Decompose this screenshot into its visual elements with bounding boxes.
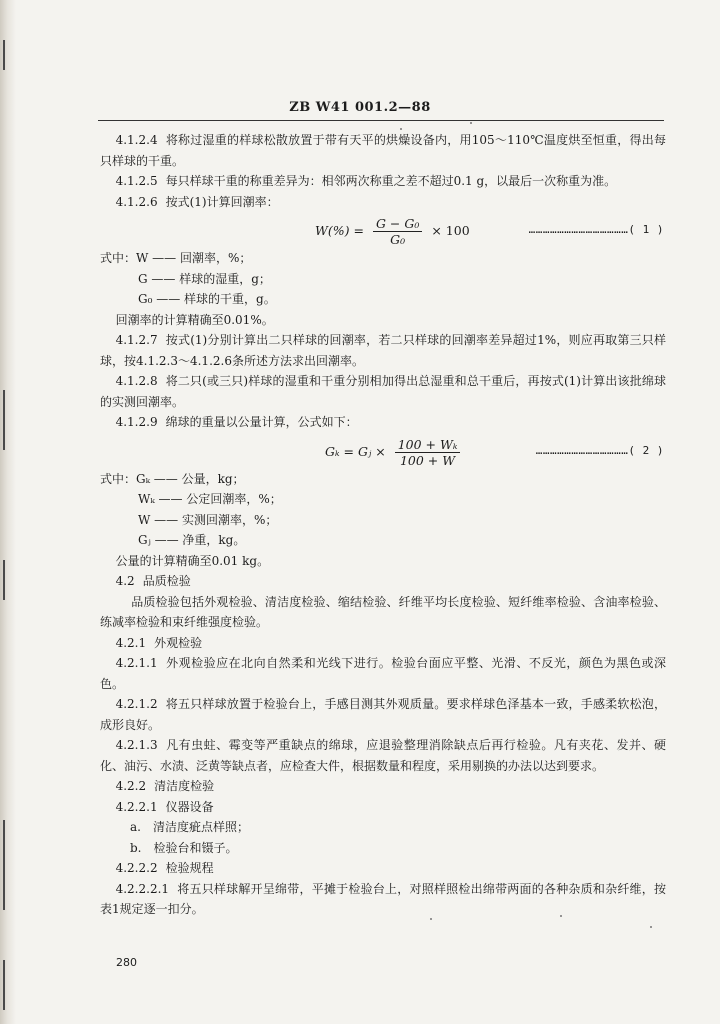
scan-speck xyxy=(430,918,432,920)
where-2-item: Gⱼ —— 净重，kg。 xyxy=(138,533,246,547)
paragraph-4-2-1-3: 4.2.1.3 凡有虫蛀、霉变等严重缺点的绵球，应退验整理消除缺点后再行检验。凡有夹花、发并、硬化、油污、水渍、泛黄等缺点者，应检查大件，根据数量和程度，采用剔换的办法以达到要求。 xyxy=(100,738,666,773)
standard-code-header: ZB W41 001.2—88 xyxy=(289,100,431,115)
scan-speck xyxy=(560,915,562,917)
formula-1-leader: …………………………………… xyxy=(528,223,629,236)
scan-mark xyxy=(3,390,5,450)
section-4-2-2-2-heading: 4.2.2.2 检验规程 xyxy=(115,861,214,875)
scan-speck xyxy=(470,122,472,124)
paragraph-4-2-1-1: 4.2.1.1 外观检验应在北向自然柔和光线下进行。检验台面应平整、光滑、不反光，颜色为黑色或深色。 xyxy=(100,656,666,691)
where-2-item: W —— 实测回潮率，%； xyxy=(138,512,278,527)
section-4-2-body: 品质检验包括外观检验、清洁度检验、缩结检验、纤维平均长度检验、短纤维率检验、含油率检验、练减率检验和束纤维强度检验。 xyxy=(100,594,666,629)
paragraph-4-2-1-2: 4.2.1.2 将五只样球放置于检验台上，手感目测其外观质量。要求样球色泽基本一致，手感柔软松泡，成形良好。 xyxy=(100,697,666,732)
where-2-item: Wₖ —— 公定回潮率，%； xyxy=(138,492,282,506)
formula-2-numerator: 100 + Wₖ xyxy=(395,437,461,453)
section-4-2-2-heading: 4.2.2 清洁度检验 xyxy=(115,779,215,793)
scan-mark xyxy=(3,820,5,910)
formula-1 xyxy=(100,212,666,248)
formula-2-denominator: 100 + W xyxy=(399,452,456,468)
where-1-item: G₀ —— 样球的干重，g。 xyxy=(138,292,276,306)
paragraph-4-1-2-4: 4.1.2.4 将称过湿重的样球松散放置于带有天平的烘燥设备内，用105～110℃温度烘至恒重，得出每只样球的干重。 xyxy=(100,133,666,168)
list-item-a: a. 清洁度疵点样照； xyxy=(130,820,249,834)
paragraph-4-1-2-8: 4.1.2.8 将二只(或三只)样球的湿重和干重分别相加得出总湿重和总干重后，再按式(1)计算出该批绵球的实测回潮率。 xyxy=(100,374,666,409)
scan-left-edge xyxy=(0,0,16,1024)
scan-mark xyxy=(3,960,5,1010)
header-rule xyxy=(98,120,664,121)
scan-mark xyxy=(3,560,5,600)
where-2: 式中：Gₖ —— 公量，kg； xyxy=(100,471,245,486)
scan-mark xyxy=(3,40,5,70)
section-4-2-heading: 4.2 品质检验 xyxy=(115,574,191,588)
formula-1-lhs: W(%) = xyxy=(315,223,364,239)
paragraph-4-1-2-7: 4.1.2.7 按式(1)分别计算出二只样球的回潮率，若二只样球的回潮率差异超过1%，则应再取第三只样球，按4.1.2.3～4.1.2.6条所述方法求出回潮率。 xyxy=(100,333,666,368)
paragraph-4-1-2-9: 4.1.2.9 绵球的重量以公量计算，公式如下： xyxy=(115,415,358,429)
page-number: 280 xyxy=(116,956,137,969)
formula-1-rhs: × 100 xyxy=(431,223,470,239)
paragraph-4-1-2-6: 4.1.2.6 按式(1)计算回潮率： xyxy=(115,194,279,209)
formula-2-leader: ………………………………… xyxy=(535,443,629,457)
formula-2 xyxy=(100,433,666,469)
formula-1-numerator: G − G₀ xyxy=(373,216,422,232)
section-4-2-2-1-heading: 4.2.2.1 仪器设备 xyxy=(115,799,214,814)
formula-1-tag: ( 1 ) xyxy=(628,223,664,236)
formula-2-fraction xyxy=(392,437,464,468)
formula-2-lhs: Gₖ = Gⱼ × xyxy=(325,443,386,459)
scan-speck xyxy=(400,128,402,130)
body-text xyxy=(100,130,666,920)
where-2-item: Gₖ —— 公量，kg； xyxy=(136,471,245,486)
precision-note-1: 回潮率的计算精确至0.01%。 xyxy=(115,312,274,327)
where-1-item: W —— 回潮率，%； xyxy=(136,251,252,265)
where-1-item: G —— 样球的湿重，g； xyxy=(138,271,271,286)
formula-2-tag: ( 2 ) xyxy=(628,443,664,457)
scan-speck xyxy=(650,926,652,928)
formula-1-fraction xyxy=(370,216,425,247)
list-item-b: b. 检验台和镊子。 xyxy=(130,840,238,855)
formula-1-denominator: G₀ xyxy=(390,232,406,247)
where-1: 式中：W —— 回潮率，%； xyxy=(100,251,252,265)
paragraph-4-1-2-5: 4.1.2.5 每只样球干重的称重差异为：相邻两次称重之差不超过0.1 g，以最后一次称重为准。 xyxy=(115,174,617,188)
paragraph-4-2-2-2-1: 4.2.2.2.1 将五只样球解开呈绵带，平摊于检验台上，对照样照检出绵带两面的各种杂质和杂纤维，按表1规定逐一扣分。 xyxy=(100,881,666,916)
section-4-2-1-heading: 4.2.1 外观检验 xyxy=(115,635,203,650)
precision-note-2: 公量的计算精确至0.01 kg。 xyxy=(115,553,270,568)
